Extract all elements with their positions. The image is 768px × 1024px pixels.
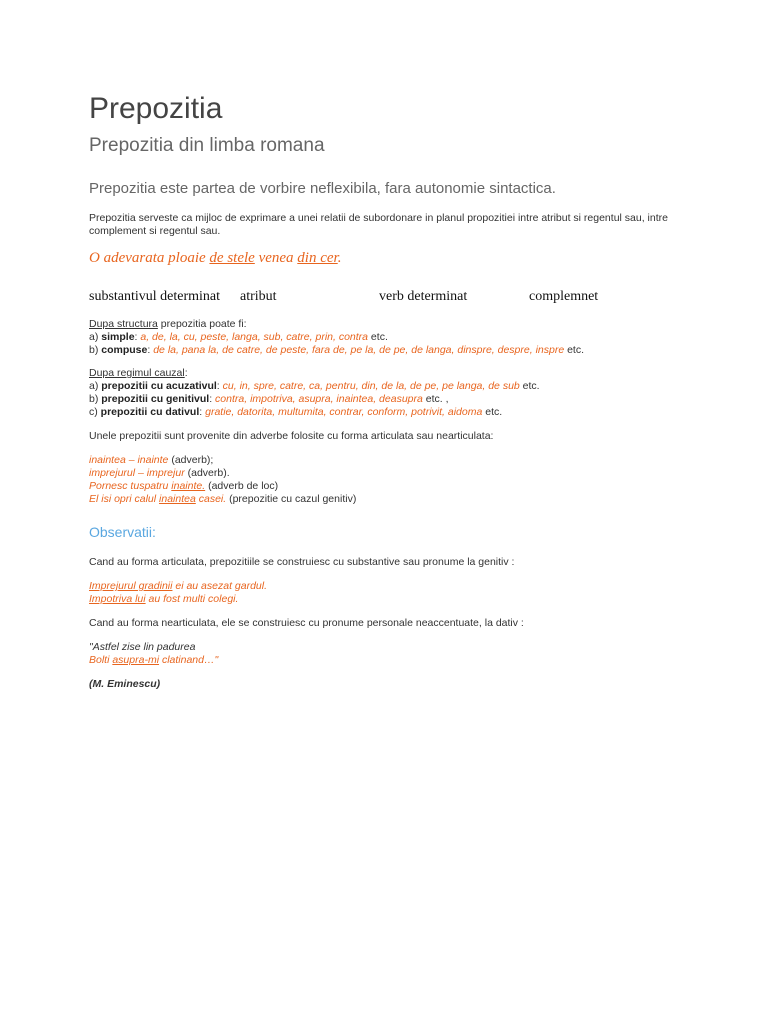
regim-c-etc: etc. <box>482 406 503 418</box>
observatii-example-1 <box>89 580 267 593</box>
quote-line-2-underlined: asupra-mi <box>112 654 160 666</box>
observatii-ex2-underlined: Impotriva lui <box>89 593 146 605</box>
adverbe-l4-note: (prepozitie cu cazul genitiv) <box>226 493 357 505</box>
adverbe-l3-note: (adverb de loc) <box>205 480 279 492</box>
regim-acuzativ <box>89 380 540 393</box>
adverbe-l2-example: imprejurul – imprejur <box>89 467 185 479</box>
regim-b-prefix: b) <box>89 393 102 405</box>
example-part-2: de stele <box>209 250 255 266</box>
adverbe-line-1 <box>89 454 213 467</box>
regim-b-etc: etc. , <box>422 393 449 405</box>
regim-c-list: gratie, datorita, multumita, contrar, conform, potrivit, aidoma <box>205 406 483 418</box>
adverbe-l2-note: (adverb). <box>184 467 230 479</box>
structura-a-prefix: a) <box>89 331 102 343</box>
regim-a-list: cu, in, spre, catre, ca, pentru, din, de la, de pe, pe langa, de sub <box>222 380 520 392</box>
structura-b-list: de la, pana la, de catre, de peste, fara de, pe la, de pe, de langa, dinspre, despre, inspre <box>153 344 565 356</box>
label-verb: verb determinat <box>379 289 468 304</box>
observatii-heading: Observatii: <box>89 524 156 540</box>
structura-b-bold: compuse <box>101 344 148 356</box>
adverbe-intro: Unele prepozitii sunt provenite din adverbe folosite cu forma articulata sau nearticulata: <box>89 430 494 442</box>
regim-heading <box>89 367 188 380</box>
regim-b-bold: prepozitii cu genitivul <box>101 393 210 405</box>
observatii-ex1-underlined: Imprejurul gradinii <box>89 580 173 592</box>
observatii-ex1-rest: ei au asezat gardul. <box>172 580 268 592</box>
structura-simple <box>89 331 388 344</box>
regim-c-colon: : <box>199 406 206 418</box>
structura-b-etc: etc. <box>564 344 585 356</box>
quote-line-2-b: clatinand…" <box>159 654 219 666</box>
adverbe-line-2 <box>89 467 230 480</box>
quote-author: (M. Eminescu) <box>89 678 161 690</box>
example-part-5: . <box>337 250 342 266</box>
quote-line-2-a: Bolti <box>89 654 113 666</box>
adverbe-l3-underlined: inainte. <box>171 480 206 492</box>
regim-b-list: contra, impotriva, asupra, inaintea, deasupra <box>215 393 423 405</box>
label-substantiv: substantivul determinat <box>89 289 221 304</box>
regim-dativ <box>89 406 502 419</box>
structura-a-bold: simple <box>101 331 135 343</box>
adverbe-line-3 <box>89 480 278 493</box>
observatii-ex2-rest: au fost multi colegi. <box>145 593 239 605</box>
structura-heading-label: Dupa structura <box>89 318 158 330</box>
example-sentence <box>89 250 341 267</box>
intro-line-2: complement si regentul sau. <box>89 225 221 237</box>
structura-a-colon: : <box>134 331 141 343</box>
regim-heading-rest: : <box>184 367 188 379</box>
structura-b-prefix: b) <box>89 344 102 356</box>
example-part-1: O adevarata ploaie <box>89 250 210 266</box>
example-part-4: din cer <box>297 250 338 266</box>
regim-a-prefix: a) <box>89 380 102 392</box>
structura-a-list: a, de, la, cu, peste, langa, sub, catre, prin, contra <box>140 331 369 343</box>
adverbe-l4-underlined: inaintea <box>159 493 196 505</box>
structura-heading <box>89 318 247 331</box>
regim-genitiv <box>89 393 449 406</box>
structura-b-colon: : <box>147 344 154 356</box>
lead-paragraph: Prepozitia este partea de vorbire neflexibila, fara autonomie sintactica. <box>89 180 556 197</box>
label-atribut: atribut <box>240 289 277 304</box>
example-part-3: venea <box>254 250 298 266</box>
regim-heading-label: Dupa regimul cauzal <box>89 367 185 379</box>
regim-a-etc: etc. <box>519 380 540 392</box>
regim-c-prefix: c) <box>89 406 101 418</box>
adverbe-l1-note: (adverb); <box>168 454 214 466</box>
page-subtitle: Prepozitia din limba romana <box>89 135 325 156</box>
structura-a-etc: etc. <box>368 331 388 343</box>
regim-a-bold: prepozitii cu acuzativul <box>101 380 217 392</box>
page-title: Prepozitia <box>89 92 223 125</box>
structura-heading-rest: prepozitia poate fi: <box>157 318 247 330</box>
adverbe-line-4 <box>89 493 356 506</box>
quote-line-2 <box>89 654 218 667</box>
structura-compuse <box>89 344 584 357</box>
observatii-paragraph-2: Cand au forma nearticulata, ele se construiesc cu pronume personale neaccentuate, la dativ : <box>89 617 524 629</box>
adverbe-l4-example-2: casei. <box>195 493 227 505</box>
adverbe-l1-example: inaintea – inainte <box>89 454 169 466</box>
adverbe-l4-example: El isi opri calul <box>89 493 160 505</box>
regim-b-colon: : <box>209 393 216 405</box>
observatii-example-2 <box>89 593 238 606</box>
regim-a-colon: : <box>216 380 223 392</box>
quote-line-1: "Astfel zise lin padurea <box>89 641 196 653</box>
observatii-paragraph-1: Cand au forma articulata, prepozitiile se construiesc cu substantive sau pronume la genitiv : <box>89 556 515 568</box>
regim-c-bold: prepozitii cu dativul <box>100 406 200 418</box>
intro-line-1: Prepozitia serveste ca mijloc de exprimare a unei relatii de subordonare in planul propozitiei intre atribut si regentul sau, intre <box>89 212 668 224</box>
adverbe-l3-example: Pornesc tuspatru <box>89 480 172 492</box>
label-complement: complemnet <box>529 289 599 304</box>
